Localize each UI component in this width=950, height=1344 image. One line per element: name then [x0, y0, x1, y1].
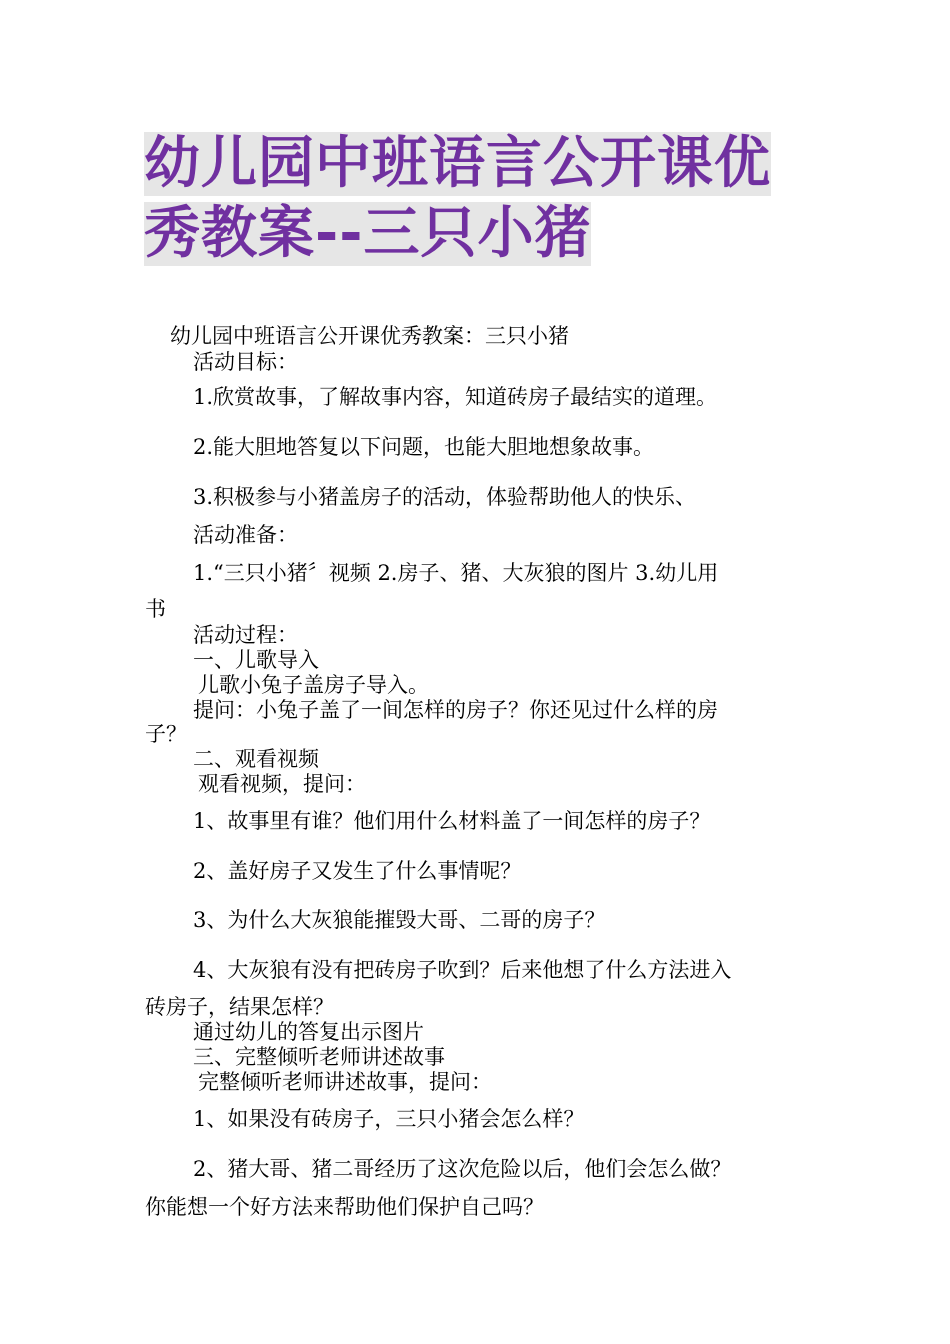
- question-item: 4、大灰狼有没有把砖房子吹到？后来他想了什么方法进入: [193, 958, 732, 982]
- step-heading: 一、儿歌导入: [193, 648, 319, 672]
- question-item: 2、猪大哥、猪二哥经历了这次危险以后，他们会怎么做？: [193, 1157, 732, 1181]
- step-text: 完整倾听老师讲述故事，提问：: [198, 1070, 492, 1094]
- step-text: 通过幼儿的答复出示图片: [193, 1020, 424, 1044]
- title-line-1: 幼儿园中班语言公开课优: [144, 131, 771, 196]
- step-heading: 三、完整倾听老师讲述故事: [193, 1045, 445, 1069]
- question-item: 1、如果没有砖房子，三只小猪会怎么样？: [193, 1107, 585, 1131]
- question-item: 2、盖好房子又发生了什么事情呢？: [193, 859, 522, 883]
- prep-item-continued: 书: [145, 597, 166, 621]
- section-heading: 活动目标：: [193, 350, 298, 374]
- step-text: 儿歌小兔子盖房子导入。: [198, 673, 429, 697]
- goal-item: 1.欣赏故事，了解故事内容，知道砖房子最结实的道理。: [193, 385, 718, 409]
- section-heading: 活动过程：: [193, 623, 298, 647]
- question-item: 3、为什么大灰狼能摧毁大哥、二哥的房子？: [193, 908, 606, 932]
- step-text: 提问：小兔子盖了一间怎样的房子？你还见过什么样的房: [193, 698, 718, 722]
- section-heading: 活动准备：: [193, 523, 298, 547]
- step-heading: 二、观看视频: [193, 747, 319, 771]
- title-line-2: 秀教案--三只小猪: [144, 201, 592, 266]
- step-text: 观看视频，提问：: [198, 772, 366, 796]
- question-item-continued: 你能想一个好方法来帮助他们保护自己吗？: [145, 1195, 544, 1219]
- goal-item: 3.积极参与小猪盖房子的活动，体验帮助他人的快乐、: [193, 485, 697, 509]
- question-item: 1、故事里有谁？他们用什么材料盖了一间怎样的房子？: [193, 809, 711, 833]
- goal-item: 2.能大胆地答复以下问题，也能大胆地想象故事。: [193, 435, 655, 459]
- prep-item: 1.“三只小猪〞视频 2.房子、猪、大灰狼的图片 3.幼儿用: [193, 561, 719, 585]
- step-text-continued: 子？: [145, 722, 187, 746]
- intro-line: 幼儿园中班语言公开课优秀教案：三只小猪: [170, 324, 569, 348]
- question-item-continued: 砖房子，结果怎样？: [145, 995, 334, 1019]
